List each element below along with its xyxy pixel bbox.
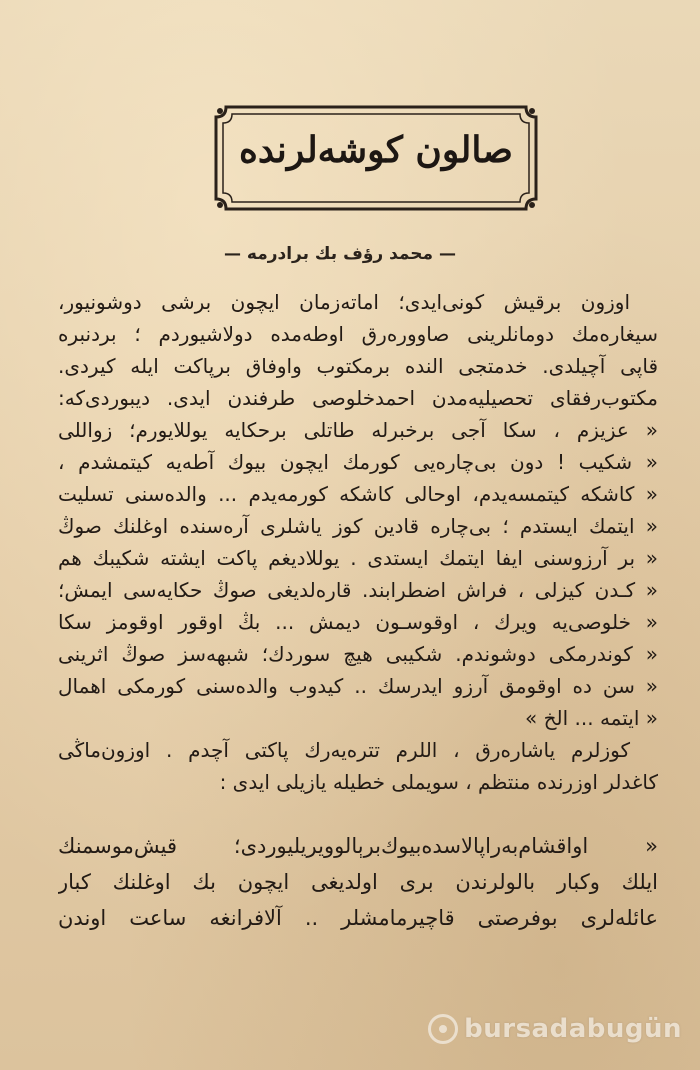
paragraph-1: [58, 286, 658, 734]
text-line: سيغاره‌مك دومانلرينى صاووره‌رق اوطه‌مده دولاشيوردم ؛ بردنبره: [58, 322, 658, 346]
text-line: « اواقشام‌به‌راپالاسده‌بيوك‌برېالوويريليوردى؛ قيش‌موسمنك: [58, 834, 658, 858]
text-line: « شكيب ! دون بى‌چاره‌يى كورمك ايچون بيوك آطه‌يه كيتمشدم ،: [58, 450, 658, 474]
text-line: « كـدن كيزلى ، فراش اضطرابند. قاره‌لديغى صوڭ حكايه‌سى ايمش؛: [58, 578, 658, 602]
text-line: قاپى آچيلدى. خدمتجى النده برمكتوب واوفاق برپاكت ايله كيردى.: [58, 354, 658, 378]
page-title: صالون كوشه‌لرنده: [239, 129, 513, 171]
body-text: [58, 286, 658, 936]
watermark-text: bursadabugün: [464, 1014, 682, 1044]
text-line: عائله‌لرى بوفرصتى قاچيرمامشلر .. آلافرانغه ساعت اوندن: [58, 906, 658, 930]
paragraph-3: [58, 828, 658, 936]
watermark: [428, 1014, 682, 1044]
text-line: اوزون برقيش كونى‌ايدى؛ اماته‌زمان ايچون برشى دوشونيور،: [58, 290, 630, 314]
text-line: كوزلرم ياشاره‌رق ، اللرم تتره‌يه‌رك پاكتى آچدم . اوزون‌ماڭى: [58, 738, 630, 762]
text-line: « ايتمك ايستدم ؛ بى‌چاره قادين كوز ياشلرى آره‌سنده اوغلنك صوڭ: [58, 514, 658, 538]
text-line: « خلوصى‌يه ويرك ، اوقوسـون ديمش ... بڭ اوقور اوقومز سكا: [58, 610, 658, 634]
title-frame: [212, 103, 540, 213]
text-line: « كاشكه كيتمسه‌يدم، اوحالى كاشكه كورمه‌يدم ... والده‌سنى تسليت: [58, 482, 658, 506]
text-line: مكتوب‌رفقاى تحصيليه‌مدن احمد‌خلوصى طرفندن ايدى. ديبوردى‌كه:: [58, 386, 658, 410]
text-line: « عزيزم ، سكا آجى برخبرله طاتلى برحكايه يوللايورم؛ زواللى: [58, 418, 658, 442]
text-line: « كوندرمكى دوشوندم. شكيبى هيچ سوردك؛ شبهه‌سز صوڭ اثرينى: [58, 642, 658, 666]
text-line: « ايتمه ... الخ »: [525, 706, 658, 730]
text-line: كاغدلر اوزرنده منتظم ، سويملى خطيله يازيلى ايدى :: [219, 770, 658, 794]
text-line: « بر آرزوسنى ايفا ايتمك ايستدى . يوللاديغم پاكت ايشته شكيبك هم: [58, 546, 658, 570]
text-line: « سن ده اوقومق آرزو ايدرسك .. كيدوب والده‌سنى كورمكى اهمال: [58, 674, 658, 698]
text-line: ايلك وكبار بالولرندن برى اولديغى ايچون بك اوغلنك كبار: [58, 870, 658, 894]
paragraph-gap: [58, 798, 658, 828]
paragraph-2: [58, 734, 658, 798]
watermark-logo-icon: [428, 1014, 458, 1044]
author-dedication: — محمد رؤف بك برادرمه —: [223, 244, 457, 264]
